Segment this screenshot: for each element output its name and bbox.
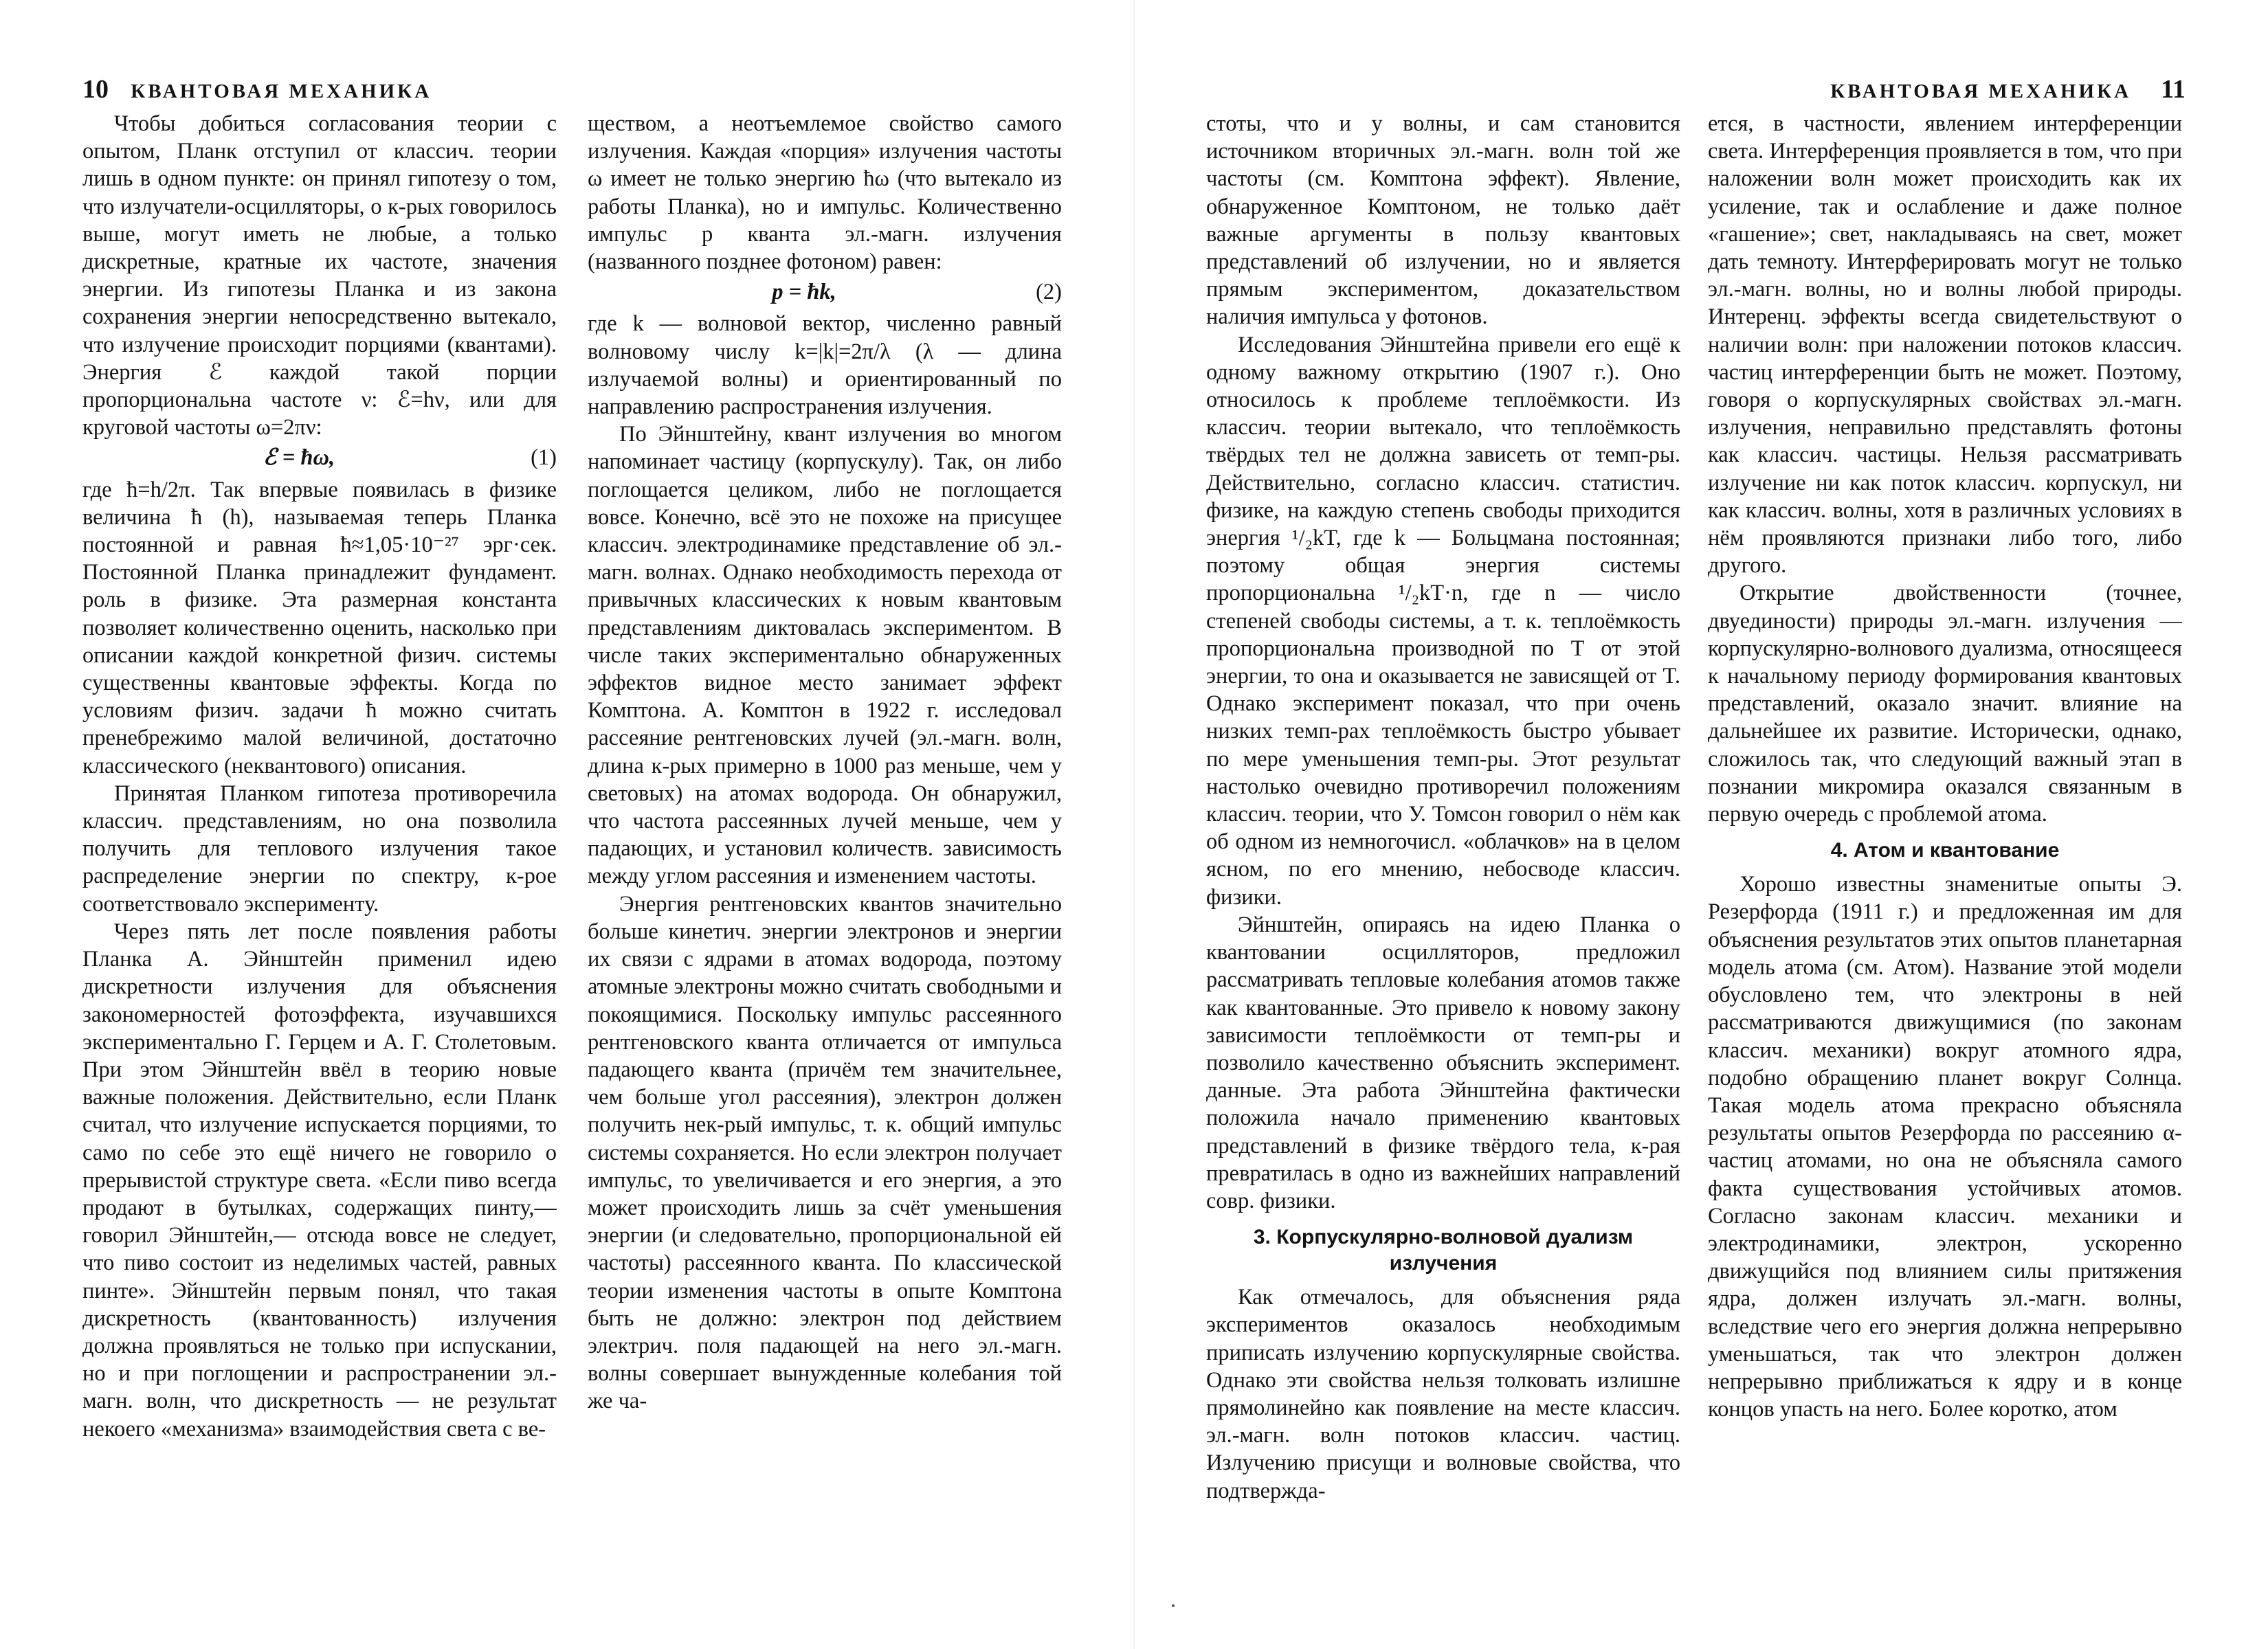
left-column-1: [82, 110, 557, 1628]
scan-speck: [1172, 1604, 1175, 1607]
section-heading-4: 4. Атом и квантование: [1830, 839, 2060, 862]
left-column-2: [588, 110, 1062, 1628]
right-page: [1134, 0, 2268, 1649]
equation-number: (2): [1036, 280, 1062, 305]
paragraph: Энергия рентгеновских квантов значительно больше кинетич. энергии электронов и энергии их связи с ядрами в атомах водорода, поэтому атомные электроны можно считать свободными и покоящимися. Поскольку импульс рассеянного рентгеновского кванта отличается от импульса падающего кванта (причём тем значительнее, чем больше угол рассеяния), электрон должен получить нек-рый импульс, т. к. общий импульс системы сохраняется. Но если электрон получает импульс, то увеличивается и его энергия, а это может происходить лишь за счёт уменьшения энергии (и следовательно, пропорциональной ей частоты) рассеянного кванта. По классической теории изменения частоты в опыте Комптона быть не должно: электрон под действием электрич. поля падающей на него эл.-магн. волны совершает вынужденные колебания той же ча-: [588, 891, 1062, 1414]
left-running-head: КВАНТОВАЯ МЕХАНИКА: [131, 80, 432, 102]
paragraph: ется, в частности, явлением интерференции света. Интерференция проявляется в том, что при наложении волн может происходить как их усиление, так и ослабление и даже полное «гашение»; свет, накладываясь на свет, может дать темноту. Интерферировать могут не только эл.-магн. волны, но и волны любой природы. Интеренц. эффекты всегда свидетельствуют о наличии волн: при наложении потоков классич. частиц интерференции быть не может. Поэтому, говоря о корпускулярных свойствах эл.-магн. излучения, неправильно представлять фотоны как классич. частицы. Нельзя рассматривать излучение ни как поток классич. корпускул, ни как классич. волны, хотя в различных условиях в нём проявляются признаки либо того, либо другого.: [1708, 111, 2182, 579]
section-heading-3: 3. Корпускулярно-волновой дуализм излучения: [1253, 1226, 1634, 1275]
equation-number: (1): [531, 445, 557, 471]
right-running-header: [1830, 74, 2186, 104]
equation-formula: ℰ = ħω,: [263, 445, 335, 471]
paragraph: Принятая Планком гипотеза противоречила классич. представлениям, но она позволила получить для теплового излучения такое распределение энергии по спектру, к-рое соответствовало эксперименту.: [82, 781, 557, 917]
left-page-number: 10: [82, 75, 109, 104]
right-column-1: [1206, 110, 1680, 1628]
paragraph: Через пять лет после появления работы Планка А. Эйнштейн применил идею дискретности излучения для объяснения закономерностей фотоэффекта, изучавшихся экспериментально Г. Герцем и А. Г. Столетовым. При этом Эйнштейн ввёл в теорию новые важные положения. Действительно, если Планк считал, что излучение испускается порциями, то само по себе это ещё ничего не говорило о прерывистой структуре света. «Если пиво всегда продают в бутылках, содержащих пинту,— говорил Эйнштейн,— отсюда вовсе не следует, что пиво состоит из неделимых частей, равных пинте». Эйнштейн первым понял, что такая дискретность (квантованность) излучения должна проявляться не только при испускании, но и при поглощении и распространении эл.-магн. волн, что дискретность — не результат некоего «механизма» взаимодействия света с ве-: [82, 919, 557, 1442]
paragraph: Открытие двойственности (точнее, двуединости) природы эл.-магн. излучения — корпускулярно-волнового дуализма, относящееся к начальному периоду формирования квантовых представлений, оказало значит. влияние на дальнейшее их развитие. Исторически, однако, сложилось так, что следующий важный этап в познании микромира оказался связанным в первую очередь с проблемой атома.: [1708, 581, 2182, 827]
paragraph: Хорошо известны знаменитые опыты Э. Резерфорда (1911 г.) и предложенная им для объяснения результатов этих опытов планетарная модель атома (см. Атом). Название этой модели обусловлено тем, что электроны в ней рассматриваются движущимися (по законам классич. механики) вокруг атомного ядра, подобно обращению планет вокруг Солнца. Такая модель атома прекрасно объясняла результаты опытов Резерфорда по рассеянию α-частиц атомами, но она не объясняла самого факта существования устойчивых атомов. Согласно законам классич. механики и электродинамики, электрон, ускоренно движущийся под влиянием силы притяжения ядра, должен излучать эл.-магн. волны, вследствие чего его энергия должна непрерывно уменьшаться, так что электрон должен непрерывно приближаться к ядру и в конце концов упасть на него. Более коротко, атом: [1708, 872, 2182, 1422]
paragraph: Чтобы добиться согласования теории с опытом, Планк отступил от классич. теории лишь в одном пункте: он принял гипотезу о том, что излучатели-осцилляторы, о к-рых говорилось выше, могут иметь не любые, а только дискретные, кратные их частоте, значения энергии. Из гипотезы Планка и из закона сохранения энергии непосредственно вытекало, что излучение происходит порциями (квантами). Энергия ℰ каждой такой порции пропорциональна частоте ν: ℰ=hν, или для круговой частоты ω=2πν:: [82, 111, 557, 440]
left-running-header: [82, 74, 432, 104]
equation-formula: p = ħk,: [772, 280, 836, 305]
paragraph: По Эйнштейну, квант излучения во многом напоминает частицу (корпускулу). Так, он либо поглощается целиком, либо не поглощается вовсе. Конечно, всё это не похоже на присущее классич. электродинамике представление об эл.-магн. волнах. Однако необходимость перехода от привычных классических к новым квантовым представлениям диктовалась экспериментом. В числе таких экспериментально обнаруженных эффектов видное место занимает эффект Комптона. А. Комптон в 1922 г. исследовал рассеяние рентгеновских лучей (эл.-магн. волн, длина к-рых примерно в 1000 раз меньше, чем у световых) на атомах водорода. Он обнаружил, что частота рассеянных лучей меньше, чем у падающих, и установил количеств. зависимость между углом рассеяния и изменением частоты.: [588, 422, 1062, 889]
paragraph: где ħ=h/2π. Так впервые появилась в физике величина ħ (h), называемая теперь Планка постоянной и равная ħ≈1,05·10⁻²⁷ эрг·сек. Постоянной Планка принадлежит фундамент. роль в физике. Эта размерная константа позволяет количественно оценить, насколько при описании каждой конкретной физич. системы существенны квантовые эффекты. Когда по условиям физич. задачи ħ можно считать пренебрежимо малой величиной, достаточно классического (неквантового) описания.: [82, 477, 557, 778]
paragraph: Исследования Эйнштейна привели его ещё к одному важному открытию (1907 г.). Оно относилось к проблеме теплоёмкости. Из классич. теории вытекало, что теплоёмкость твёрдых тел не должна зависеть от темп-ры. Действительно, согласно классич. статистич. физике, на каждую степень свободы приходится энергия ¹/₂kT, где k — Больцмана постоянная; поэтому общая энергия системы пропорциональна ¹/₂kT·n, где n — число степеней свободы системы, а т. к. теплоёмкость пропорциональна производной по T от этой энергии, то она и оказывается не зависящей от T. Однако эксперимент показал, что при очень низких темп-рах теплоёмкость быстро убывает по мере уменьшения темп-ры. Этот результат настолько очевидно противоречил положениям классич. теории, что У. Томсон говорил о нём как об одном из немногочисл. «облачков» на в целом ясном, по его мнению, небосводе классич. физики.: [1206, 332, 1680, 910]
paragraph: стоты, что и у волны, и сам становится источником вторичных эл.-магн. волн той же частоты (см. Комптона эффект). Явление, обнаруженное Комптоном, не только даёт важные аргументы в пользу квантовых представлений об излучении, но и является прямым экспериментом, доказательством наличия импульса у фотонов.: [1206, 111, 1680, 330]
paragraph: Как отмечалось, для объяснения ряда экспериментов оказалось необходимым приписать излучению корпускулярные свойства. Однако эти свойства нельзя толковать излишне прямолинейно как появление на месте классич. эл.-магн. волн потоков классич. частиц. Излучению присущи и волновые свойства, что подтвержда-: [1206, 1285, 1680, 1503]
equation-2: [588, 278, 1062, 306]
paragraph: ществом, а неотъемлемое свойство самого излучения. Каждая «порция» излучения частоты ω имеет не только энергию ħω (что вытекало из работы Планка), но и импульс. Количественно импульс p кванта эл.-магн. излучения (названного позднее фотоном) равен:: [588, 111, 1062, 275]
equation-1: [82, 444, 557, 471]
right-running-head: КВАНТОВАЯ МЕХАНИКА: [1830, 80, 2132, 102]
paragraph: где k — волновой вектор, численно равный волновому числу k=|k|=2π/λ (λ — длина излучаемой волны) и ориентированный по направлению распространения излучения.: [588, 311, 1062, 420]
paragraph: Эйнштейн, опираясь на идею Планка о квантовании осцилляторов, предложил рассматривать тепловые колебания атомов также как квантованные. Это привело к новому закону зависимости теплоёмкости от темп-ры и позволило качественно объяснить эксперимент. данные. Эта работа Эйнштейна фактически положила начало применению квантовых представлений в физике твёрдого тела, к-рая превратилась в одно из важнейших направлений совр. физики.: [1206, 912, 1680, 1213]
right-column-2: [1708, 110, 2182, 1628]
right-page-number: 11: [2161, 75, 2186, 104]
